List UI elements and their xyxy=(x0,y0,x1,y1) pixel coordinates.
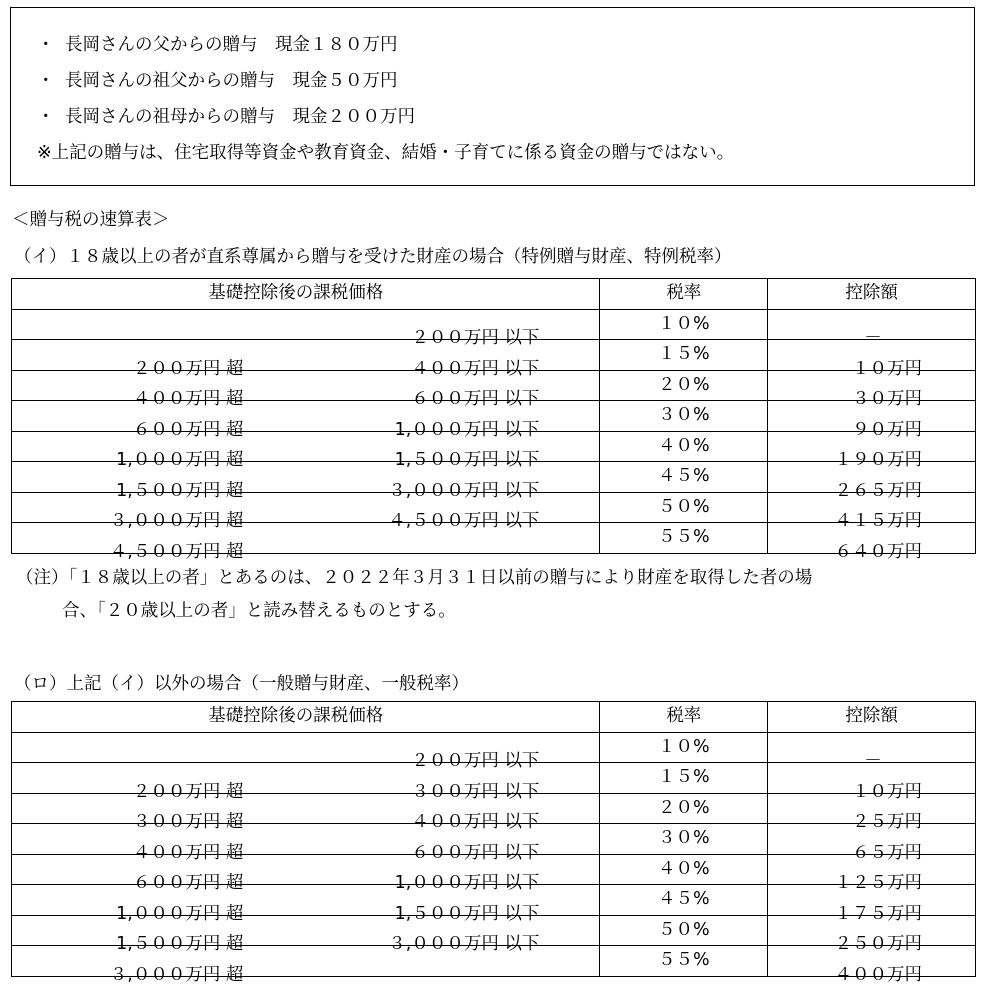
table-i-caption: （イ）１８歳以上の者が直系尊属から贈与を受けた財産の場合（特例贈与財産、特例税率） xyxy=(14,247,732,267)
taxable-price-cell xyxy=(12,854,600,894)
price-upper-bound: ３００万円 以下 xyxy=(411,781,540,802)
deduction-amount: １０万円 xyxy=(852,781,922,802)
header-deduction xyxy=(768,279,976,310)
taxable-price-cell xyxy=(12,340,600,379)
table-ro-caption: （ロ）上記（イ）以外の場合（一般贈与財産、一般税率） xyxy=(14,674,469,694)
price-lower-bound: ３００万円 超 xyxy=(132,812,244,833)
taxable-price-cell xyxy=(12,793,600,833)
deduction-amount: ２５万円 xyxy=(852,812,922,833)
price-upper-bound: ２００万円 以下 xyxy=(411,751,540,772)
deduction-amount: １２５万円 xyxy=(834,873,922,894)
header-taxable-price xyxy=(12,279,600,310)
price-lower-bound: ３,０００万円 超 xyxy=(109,511,244,532)
header-deduction xyxy=(768,702,976,733)
taxable-price-cell xyxy=(12,462,600,501)
price-lower-bound: ４００万円 超 xyxy=(132,842,244,863)
deduction-amount: ３０万円 xyxy=(852,389,922,410)
bullet-mark: ・ xyxy=(37,35,55,55)
taxable-price-cell xyxy=(12,915,600,955)
tax-rate-cell: ４５% xyxy=(600,462,768,493)
taxable-price-cell xyxy=(12,309,600,349)
deduction-amount: ２５０万円 xyxy=(834,934,922,955)
header-label: 控除額 xyxy=(845,283,898,303)
gift-info-box xyxy=(10,7,975,186)
table-header-row xyxy=(12,702,976,733)
tax-rate-cell: ５０% xyxy=(600,492,768,523)
price-upper-bound: ３,０００万円 以下 xyxy=(388,480,540,501)
deduction-amount: １０万円 xyxy=(852,358,922,379)
price-lower-bound: 1,５００万円 超 xyxy=(116,480,244,501)
deduction-cell xyxy=(768,854,976,894)
deduction-cell xyxy=(768,946,976,985)
deduction-cell xyxy=(768,462,976,501)
gift-item-text: 長岡さんの祖父からの贈与 現金５０万円 xyxy=(65,71,398,91)
deduction-amount: ２６５万円 xyxy=(834,480,922,501)
deduction-cell xyxy=(768,309,976,349)
deduction-cell xyxy=(768,340,976,379)
bullet-mark: ・ xyxy=(37,107,55,127)
price-lower-bound: ２００万円 超 xyxy=(132,358,244,379)
table-row xyxy=(12,885,976,916)
taxable-price-cell xyxy=(12,885,600,924)
tax-rate-cell: ５０% xyxy=(600,915,768,946)
tax-rate-cell: ３０% xyxy=(600,401,768,432)
table-row xyxy=(12,854,976,885)
deduction-amount: １７５万円 xyxy=(834,903,922,924)
price-upper-bound: 1,５００万円 以下 xyxy=(394,450,540,471)
gift-item-text: 長岡さんの祖母からの贈与 現金２００万円 xyxy=(65,107,415,127)
price-lower-bound: ２００万円 超 xyxy=(132,781,244,802)
gift-note: ※上記の贈与は、住宅取得等資金や教育資金、結婚・子育てに係る資金の贈与ではない。 xyxy=(37,143,735,163)
deduction-cell xyxy=(768,492,976,532)
table-row xyxy=(12,431,976,462)
tax-rate-cell: １５% xyxy=(600,340,768,371)
deduction-cell xyxy=(768,431,976,471)
price-lower-bound: ６００万円 超 xyxy=(132,419,244,440)
price-upper-bound: ３,０００万円 以下 xyxy=(388,934,540,955)
table-row xyxy=(12,492,976,523)
table-row xyxy=(12,732,976,763)
price-upper-bound: ４,５００万円 以下 xyxy=(388,511,540,532)
header-label: 税率 xyxy=(666,706,702,726)
taxable-price-cell xyxy=(12,824,600,863)
taxable-price-cell xyxy=(12,946,600,985)
deduction-amount: １９０万円 xyxy=(834,450,922,471)
deduction-cell xyxy=(768,370,976,410)
table-row xyxy=(12,401,976,432)
tax-rate-cell: ２０% xyxy=(600,370,768,401)
header-taxable-price xyxy=(12,702,600,733)
price-lower-bound: ４００万円 超 xyxy=(132,389,244,410)
gift-item-father xyxy=(37,33,398,57)
tax-rate-cell: １０% xyxy=(600,732,768,763)
taxable-price-cell xyxy=(12,763,600,802)
tax-rate-cell: ４０% xyxy=(600,431,768,462)
gift-item-text: 長岡さんの父からの贈与 現金１８０万円 xyxy=(65,35,398,55)
deduction-cell xyxy=(768,793,976,833)
gift-item-grandmother xyxy=(37,105,415,129)
price-upper-bound: ４００万円 以下 xyxy=(411,812,540,833)
deduction-amount: － xyxy=(864,751,882,772)
tax-rate-cell: ３０% xyxy=(600,824,768,855)
price-upper-bound: ２００万円 以下 xyxy=(411,328,540,349)
tax-rate-cell: ４５% xyxy=(600,885,768,916)
tax-rate-cell: １５% xyxy=(600,763,768,794)
deduction-amount: ９０万円 xyxy=(852,419,922,440)
header-tax-rate xyxy=(600,702,768,733)
taxable-price-cell xyxy=(12,431,600,471)
deduction-cell xyxy=(768,915,976,955)
taxable-price-cell xyxy=(12,370,600,410)
table-row xyxy=(12,309,976,340)
tax-rate-cell: ５５% xyxy=(600,523,768,554)
deduction-cell xyxy=(768,732,976,772)
table-header-row xyxy=(12,279,976,310)
header-label: 控除額 xyxy=(845,706,898,726)
tax-table-general xyxy=(11,701,976,985)
table-row xyxy=(12,824,976,855)
price-lower-bound: 1,０００万円 超 xyxy=(116,903,244,924)
table-i-note-line2: 合、「２０歳以上の者」と読み替えるものとする。 xyxy=(62,601,456,621)
table-row xyxy=(12,915,976,946)
deduction-cell xyxy=(768,763,976,802)
price-upper-bound: ４００万円 以下 xyxy=(411,358,540,379)
price-upper-bound: ６００万円 以下 xyxy=(411,389,540,410)
deduction-cell xyxy=(768,523,976,562)
table-row xyxy=(12,462,976,493)
price-lower-bound: ６００万円 超 xyxy=(132,873,244,894)
deduction-amount: － xyxy=(864,328,882,349)
taxable-price-cell xyxy=(12,401,600,440)
price-upper-bound: 1,５００万円 以下 xyxy=(394,903,540,924)
price-upper-bound: 1,０００万円 以下 xyxy=(394,419,540,440)
gift-item-grandfather xyxy=(37,69,398,93)
tax-rate-cell: ４０% xyxy=(600,854,768,885)
table-heading: ＜贈与税の速算表＞ xyxy=(12,210,170,230)
price-lower-bound: ４,５００万円 超 xyxy=(109,541,244,562)
price-lower-bound: 1,５００万円 超 xyxy=(116,934,244,955)
price-lower-bound: 1,０００万円 超 xyxy=(116,450,244,471)
price-lower-bound: ３,０００万円 超 xyxy=(109,964,244,985)
taxable-price-cell xyxy=(12,523,600,562)
table-i-note-line1: （注）「１８歳以上の者」とあるのは、２０２２年３月３１日以前の贈与により財産を取得した者の場 xyxy=(16,568,813,588)
price-upper-bound: 1,０００万円 以下 xyxy=(394,873,540,894)
deduction-amount: ４００万円 xyxy=(834,964,922,985)
table-row xyxy=(12,523,976,554)
table-row xyxy=(12,793,976,824)
header-label: 基礎控除後の課税価格 xyxy=(208,283,384,303)
header-label: 基礎控除後の課税価格 xyxy=(208,706,384,726)
deduction-cell xyxy=(768,885,976,924)
header-label: 税率 xyxy=(666,283,702,303)
tax-rate-cell: ５５% xyxy=(600,946,768,977)
table-row xyxy=(12,370,976,401)
table-row xyxy=(12,946,976,977)
tax-table-special xyxy=(11,278,976,562)
tax-rate-cell: ２０% xyxy=(600,793,768,824)
deduction-amount: ４１５万円 xyxy=(834,511,922,532)
header-tax-rate xyxy=(600,279,768,310)
deduction-amount: ６４０万円 xyxy=(834,541,922,562)
taxable-price-cell xyxy=(12,492,600,532)
taxable-price-cell xyxy=(12,732,600,772)
deduction-amount: ６５万円 xyxy=(852,842,922,863)
bullet-mark: ・ xyxy=(37,71,55,91)
deduction-cell xyxy=(768,824,976,863)
table-row xyxy=(12,763,976,794)
deduction-cell xyxy=(768,401,976,440)
tax-rate-cell: １０% xyxy=(600,309,768,340)
table-row xyxy=(12,340,976,371)
price-upper-bound: ６００万円 以下 xyxy=(411,842,540,863)
